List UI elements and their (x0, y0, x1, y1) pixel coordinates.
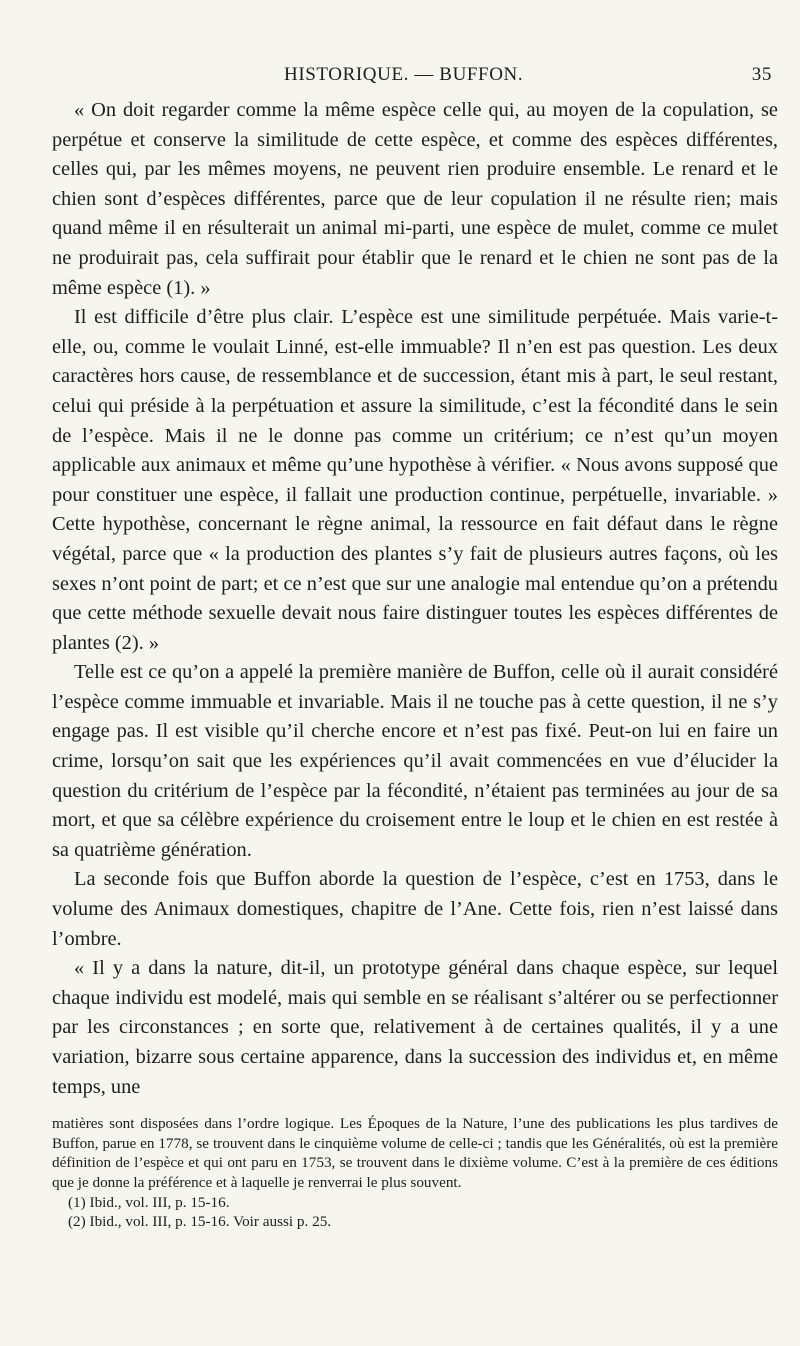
paragraph: « On doit regarder comme la même espèce celle qui, au moyen de la copulation, se perpétue et conserve la similitude de cette espèce, et comme des espèces différentes, celles qui, par les mêmes moyens, ne peuvent rien produire ensemble. Le renard et le chien sont d’espèces différentes, parce que de leur copulation il ne résulte rien; mais quand même il en résulterait un animal mi-parti, une espèce de mulet, comme ce mulet ne produirait pas, cela suffirait pour établir que le renard et le chien ne sont pas de la même espèce (1). » (52, 99, 778, 299)
footnotes (52, 1114, 778, 1232)
body-text (52, 96, 778, 1102)
page-number: 35 (751, 64, 772, 85)
footnote-continuation: matières sont disposées dans l’ordre logique. Les Époques de la Nature, l’une des publications les plus tardives de Buffon, parue en 1778, se trouvent dans le cinquième volume de celle-ci ; tandis que les Généralités, où est la première définition de l’espèce et qui ont paru en 1753, se trouvent dans le dixième volume. C’est à la première de ces éditions que je donne la préférence et à laquelle je renverrai le plus souvent. (52, 1115, 778, 1191)
paragraph: Telle est ce qu’on a appelé la première manière de Buffon, celle où il aurait considéré l’espèce comme immuable et invariable. Mais il ne touche pas à cette question, il ne s’y engage pas. Il est visible qu’il cherche encore et n’est pas fixé. Peut-on lui en faire un crime, lorsqu’on sait que les expériences qu’il avait commencées en vue d’élucider la question du critérium de l’espèce par la fécondité, n’étaient pas terminées au jour de sa mort, et que sa célèbre expérience du croisement entre le loup et le chien en est restée à sa quatrième génération. (52, 661, 778, 861)
paragraph: « Il y a dans la nature, dit-il, un prototype général dans chaque espèce, sur lequel chaque individu est modelé, mais qui semble en se réalisant s’altérer ou se perfectionner par les circonstances ; en sorte que, relativement à de certaines qualités, il y a une variation, bizarre sous certaine apparence, dans la succession des individus et, en même temps, une (52, 957, 778, 1098)
running-header (52, 64, 778, 90)
footnote-2: (2) Ibid., vol. III, p. 15-16. Voir aussi p. 25. (68, 1213, 332, 1231)
running-title: HISTORIQUE. — BUFFON. (284, 64, 524, 85)
footnote-1: (1) Ibid., vol. III, p. 15-16. (68, 1193, 230, 1211)
paragraph: Il est difficile d’être plus clair. L’espèce est une similitude perpétuée. Mais varie-t-elle, ou, comme le voulait Linné, est-elle immuable? Il n’en est pas question. Les deux caractères hors cause, de ressemblance et de succession, étant mis à part, le seul restant, celui qui préside à la perpétuation et assure la similitude, c’est la fécondité dans le sein de l’espèce. Mais il ne le donne pas comme un critérium; ce n’est qu’un moyen applicable aux animaux et même qu’une hypothèse à vérifier. « Nous avons supposé que pour constituer une espèce, il fallait une production continue, perpétuelle, invariable. » Cette hypothèse, concernant le règne animal, la ressource en fait défaut dans le règne végétal, parce que « la production des plantes s’y fait de plusieurs autres façons, où les sexes n’ont point de part; et ce n’est que sur une analogie mal entendue qu’on a prétendu que cette méthode sexuelle devait nous faire distinguer toutes les espèces différentes de plantes (2). » (52, 306, 778, 654)
paragraph: La seconde fois que Buffon aborde la question de l’espèce, c’est en 1753, dans le volume des Animaux domestiques, chapitre de l’Ane. Cette fois, rien n’est laissé dans l’ombre. (52, 868, 778, 950)
